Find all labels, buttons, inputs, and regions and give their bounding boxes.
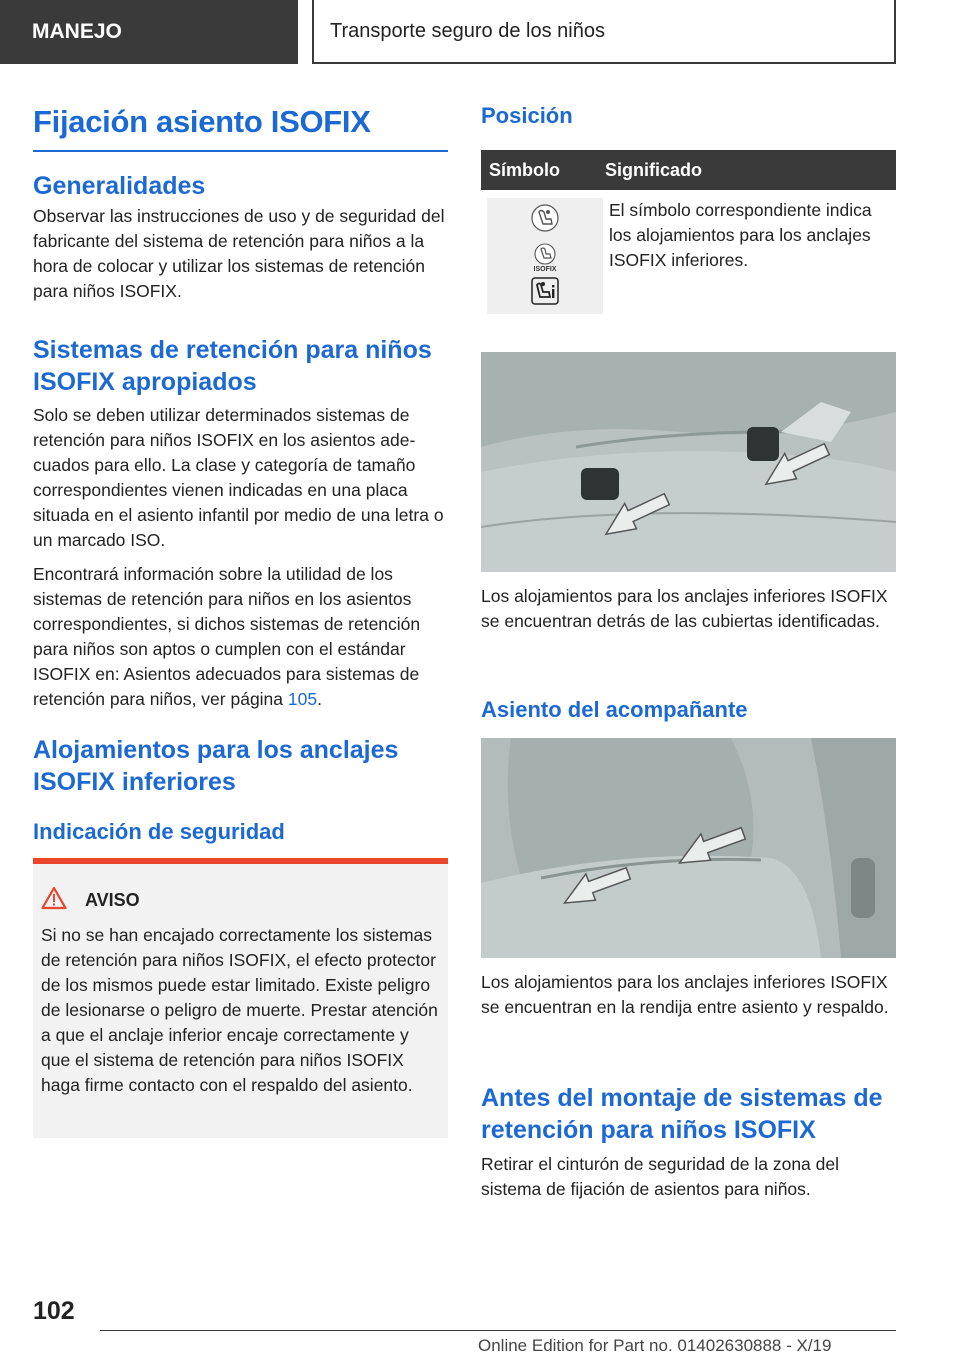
chapter-tab [312,0,896,64]
antes-text: Retirar el cinturón de seguridad de la zona del sistema de fijación de asientos para niños. [481,1154,839,1199]
generalidades-section [33,170,448,304]
page-reference-link[interactable]: 105 [287,689,318,709]
symbol-table [481,150,896,366]
warning-box [33,858,448,1138]
caption-1-block [481,584,896,634]
caption-2-block [481,970,896,1020]
sistemas-text-2-body: Encontrará información sobre la utilidad de los sistemas de retención para niños en los asientos correspondientes, si dichos sistemas de retención para niños son aptos o cumplen con el estándar ISOFIX en: Asientos adecuados para sistemas de retención para niños, ver página [33,564,421,709]
isofix-seat-icon [527,203,563,238]
warning-title-row [41,886,440,915]
generalidades-text: Observar las instrucciones de uso y de seguridad del fabricante del sistema de retención para niños a la hora de colocar y utilizar los sistemas de retención para niños ISOFIX. [33,206,445,301]
posicion-section [481,102,896,130]
warning-text: Si no se han encajado correctamente los sistemas de retención para niños ISOFIX, el efecto protector de los mismos puede estar limitado. Existe peligro de lesionarse o peligro de muerte. Prestar atención a que el anclaje inferior encaje correctamente y que el sistema de retención para niños ISOFIX haga firme contacto con el respaldo del asiento. [41,925,438,1095]
antes-section [481,1082,896,1202]
table-row [481,190,896,366]
page-number: 102 [33,1297,75,1325]
symbol-cell [487,198,603,314]
col-symbol-header: Símbolo [489,159,560,180]
seguridad-subheading: Indicación de seguridad [33,819,285,844]
warning-triangle-icon [41,886,85,915]
sistemas-heading: Sistemas de retención para niños ISOFIX apropiados [33,336,432,396]
generalidades-heading: Generalidades [33,172,206,200]
table-header [481,150,896,190]
sistemas-text-1: Solo se deben utilizar determinados sistemas de retención para niños ISOFIX en los asientos adecuados para ello. La clase y categoría de tamaño correspondientes vienen indicadas en una placa situada en el asiento infantil por medio de una letra o un marcado ISO. [33,405,444,550]
isofix-symbol-label: ISOFIX [533,265,557,273]
page-title: Fijación asiento ISOFIX [33,104,448,152]
alojamientos-heading: Alojamientos para los anclajes ISOFIX inferiores [33,736,399,796]
child-seat-info-icon [531,277,559,310]
warning-title: AVISO [85,890,140,910]
rear-seat-photo [481,352,896,572]
acompanante-section [481,696,896,724]
antes-heading: Antes del montaje de sistemas de retención para niños ISOFIX [481,1084,883,1144]
sistemas-section [33,334,448,712]
caption-1: Los alojamientos para los anclajes inferiores ISOFIX se encuentran detrás de las cubiertas identificadas. [481,586,888,631]
footer-divider [100,1330,896,1331]
isofix-label-icon [530,242,560,273]
meaning-cell [603,198,896,365]
caption-2: Los alojamientos para los anclajes inferiores ISOFIX se encuentran en la rendija entre asiento y respaldo. [481,972,889,1017]
acompanante-heading: Asiento del acompañante [481,697,748,722]
alojamientos-section [33,734,448,846]
passenger-seat-photo [481,738,896,958]
sistemas-text-2 [33,562,448,712]
col-meaning-header: Significado [605,159,703,180]
edition-note: Online Edition for Part no. 01402630888 - X/19 [478,1336,832,1355]
section-label: MANEJO [32,20,122,43]
chapter-label: Transporte seguro de los niños [330,19,605,42]
posicion-heading: Posición [481,103,573,128]
meaning-text: El símbolo correspondiente indica los alojamientos para los anclajes ISOFIX inferiores. [609,200,872,270]
sistemas-text-2-end: . [317,689,322,709]
section-tab [0,0,298,64]
